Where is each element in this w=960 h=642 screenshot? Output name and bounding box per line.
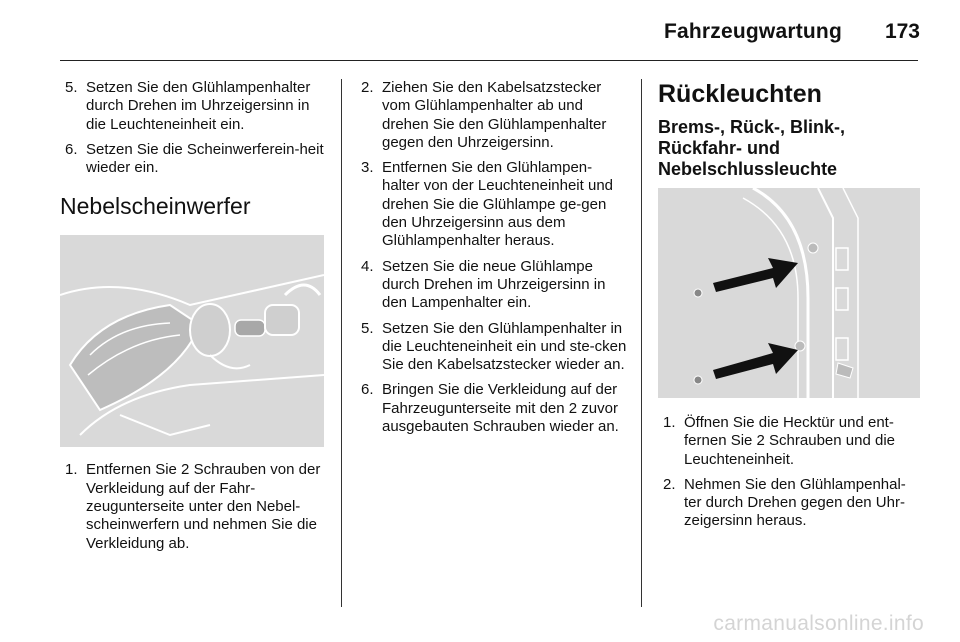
- list-item: [60, 141, 326, 178]
- list-item: [60, 79, 326, 134]
- column-divider-right: [641, 79, 642, 607]
- step-text: Entfernen Sie 2 Schrauben von der Verkleidung auf der Fahr-zeugunterseite unter den Nebel-scheinwerfern und nehmen Sie die Verkleidung ab.: [86, 461, 321, 552]
- step-text: Öffnen Sie die Hecktür und ent-fernen Sie 2 Schrauben und die Leuchteneinheit.: [684, 414, 895, 468]
- step-number: 3.: [361, 159, 374, 177]
- step-number: 5.: [65, 79, 78, 96]
- step-text: Setzen Sie die Scheinwerferein-heit wieder ein.: [86, 140, 324, 177]
- list-item: [658, 414, 922, 469]
- page-header: [0, 0, 960, 62]
- step-list-bottom: [60, 461, 326, 552]
- step-number: 1.: [663, 414, 676, 431]
- header-rule: [60, 60, 918, 61]
- column-divider-left: [341, 79, 342, 607]
- list-item: [356, 79, 628, 152]
- step-number: 1.: [65, 461, 78, 479]
- page-number: 173: [884, 20, 920, 43]
- step-list: [658, 414, 922, 531]
- step-list: [356, 79, 628, 436]
- list-item: [356, 381, 628, 436]
- list-item: [356, 320, 628, 375]
- step-text: Entfernen Sie den Glühlampen-halter von der Leuchteneinheit und drehen Sie die Glühlampe ge-gen den Uhrzeigersinn aus dem Glühlampenhalter heraus.: [382, 159, 614, 250]
- list-item: [658, 476, 922, 531]
- step-text: Nehmen Sie den Glühlampenhal-ter durch Drehen gegen den Uhr-zeigersinn heraus.: [684, 475, 906, 530]
- subsection-title: Brems-, Rück-, Blink-, Rückfahr- und Nebelschlussleuchte: [658, 117, 846, 179]
- fog-light-illustration: [60, 235, 324, 447]
- step-number: 2.: [361, 79, 374, 96]
- step-text: Bringen Sie die Verkleidung auf der Fahrzeugunterseite mit den 2 zuvor ausgebauten Schrauben wieder an.: [382, 381, 619, 436]
- step-number: 2.: [663, 475, 676, 493]
- step-text: Setzen Sie die neue Glühlampe durch Drehen im Uhrzeigersinn in den Lampenhalter ein.: [382, 257, 606, 312]
- list-item: [356, 159, 628, 250]
- column-2: [356, 79, 628, 443]
- step-number: 4.: [361, 257, 374, 275]
- section-title-fog-lights: Nebelscheinwerfer: [60, 193, 251, 220]
- watermark: carmanualsonline.info: [713, 612, 924, 635]
- step-number: 6.: [65, 140, 78, 158]
- step-number: 6.: [361, 381, 374, 399]
- list-item: [356, 258, 628, 313]
- list-item: [60, 461, 326, 552]
- step-text: Setzen Sie den Glühlampenhalter durch Drehen im Uhrzeigersinn in die Leuchteneinheit ein.: [86, 79, 311, 133]
- column-1: [60, 79, 326, 560]
- section-header-title: Fahrzeugwartung: [663, 20, 842, 43]
- step-text: Setzen Sie den Glühlampenhalter in die Leuchteneinheit ein und ste-cken Sie den Kabelsatzstecker wieder an.: [382, 319, 627, 374]
- section-title-rear-lights: Rückleuchten: [658, 80, 822, 108]
- step-number: 5.: [361, 319, 374, 337]
- column-3: [658, 79, 922, 538]
- step-list-top: [60, 79, 326, 177]
- rear-light-illustration: [658, 188, 920, 398]
- step-text: Ziehen Sie den Kabelsatzstecker vom Glühlampenhalter ab und drehen Sie den Glühlampenhalter gegen den Uhrzeigersinn.: [382, 79, 607, 151]
